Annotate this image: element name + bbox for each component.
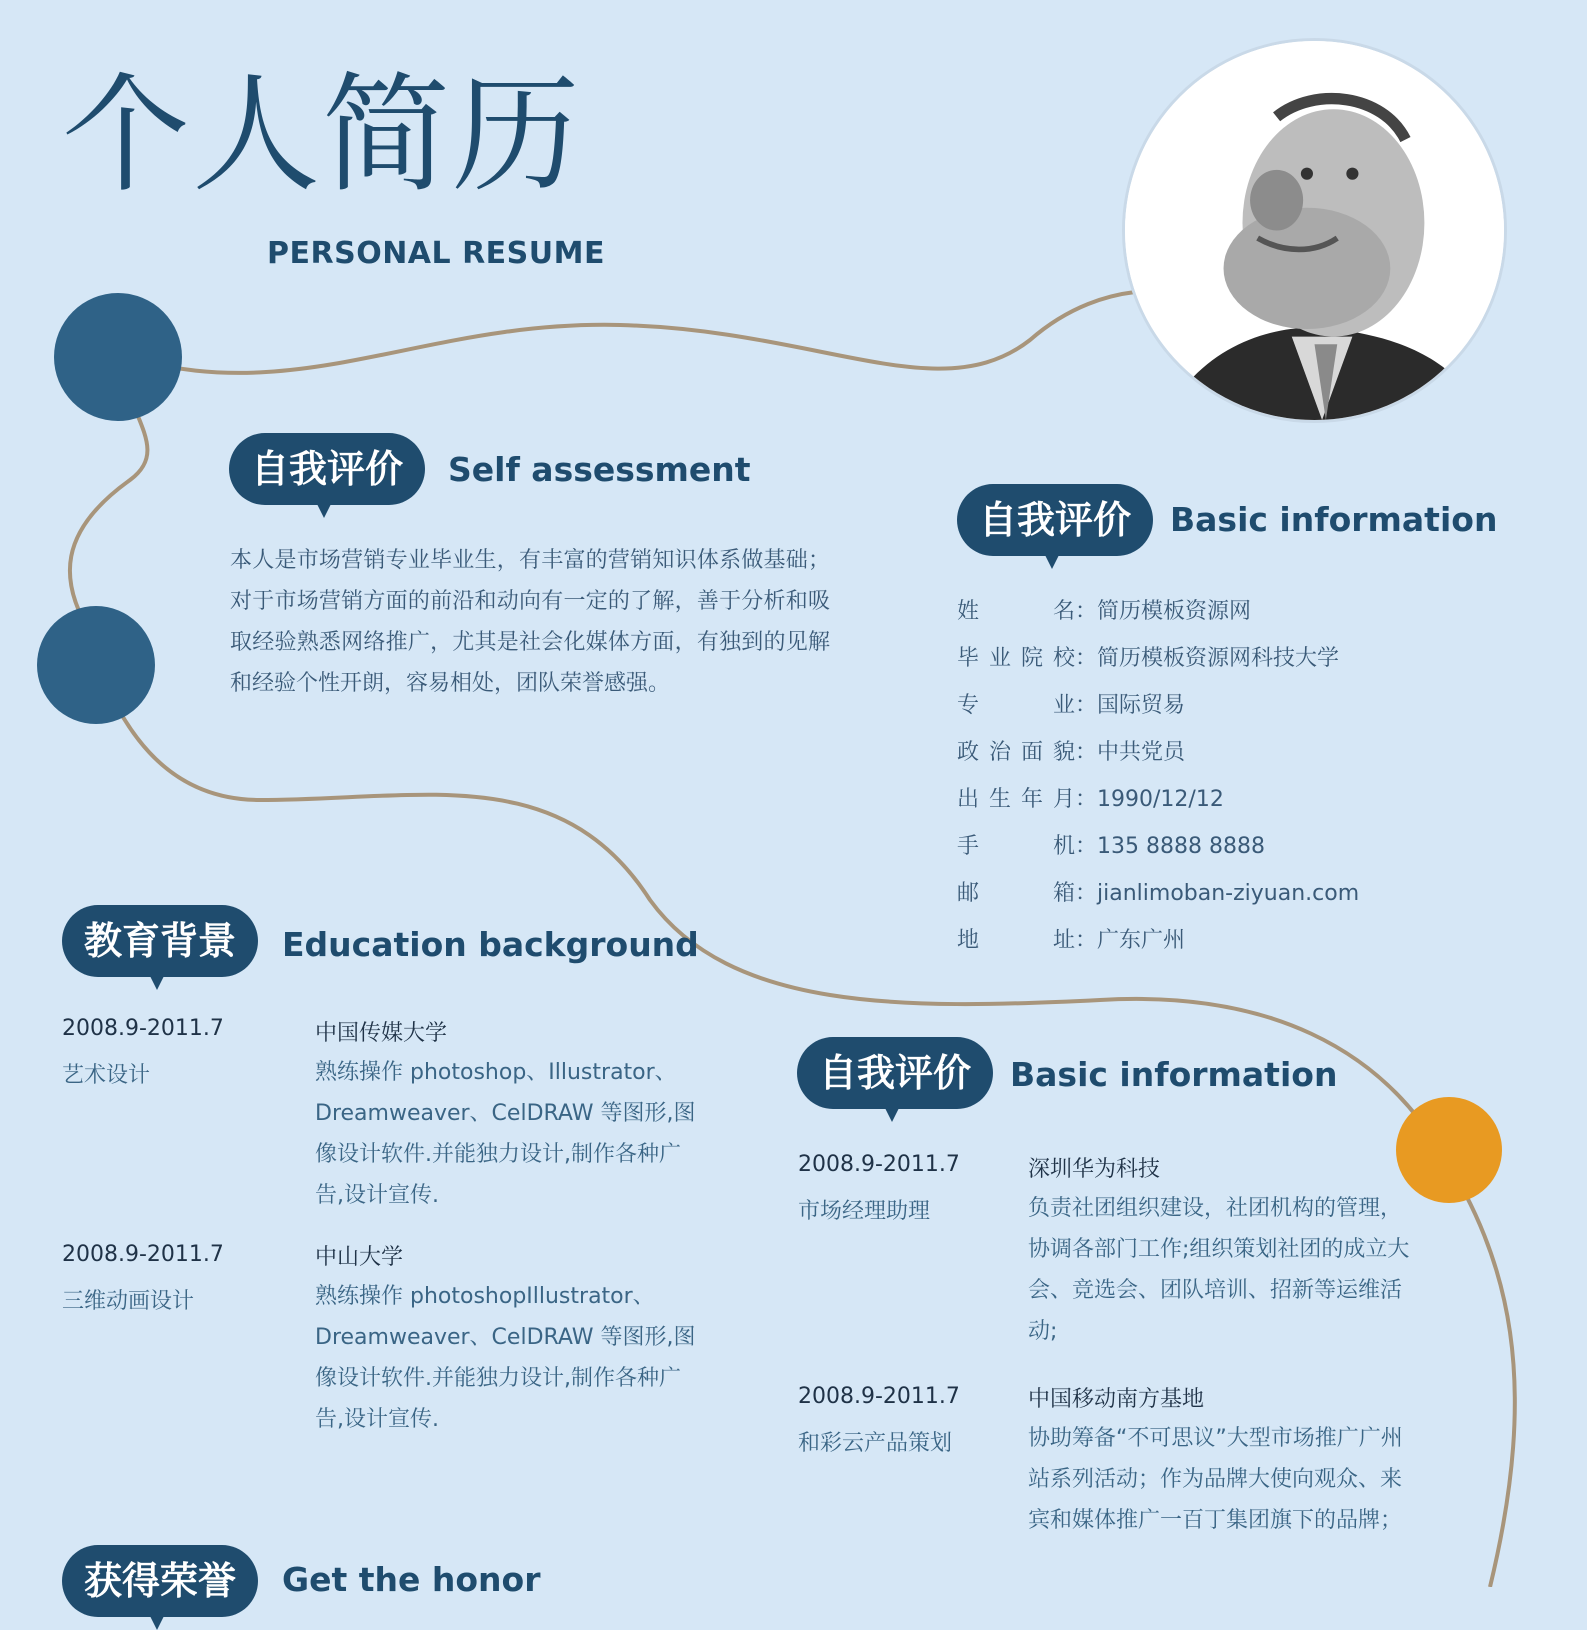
- info-value: 简历模板资源网: [1097, 599, 1252, 624]
- info-row-address: 地址：广东广州: [957, 923, 1185, 953]
- basic-info-title: Basic information: [1170, 500, 1498, 539]
- profile-photo: [1122, 38, 1507, 423]
- basic-info-badge: 自我评价: [957, 484, 1153, 556]
- self-assessment-title: Self assessment: [448, 450, 751, 489]
- work-desc: 协助筹备“不可思议”大型市场推广广州站系列活动；作为品牌大使向观众、来宾和媒体推广一百丁集团旗下的品牌；: [1028, 1426, 1403, 1533]
- info-label: 邮箱: [957, 881, 1075, 906]
- info-row-major: 专业：国际贸易: [957, 688, 1185, 718]
- education-major: 三维动画设计: [62, 1289, 195, 1314]
- info-row-name: 姓名：简历模板资源网: [957, 594, 1251, 624]
- work-title: Basic information: [1010, 1055, 1338, 1094]
- work-company: 中国移动南方基地: [1028, 1387, 1205, 1412]
- work-badge: 自我评价: [797, 1037, 993, 1109]
- info-label: 手机: [957, 834, 1075, 859]
- education-desc: 熟练操作 photoshop、Illustrator、Dreamweaver、CelDRAW 等图形,图像设计软件.并能独力设计,制作各种广告,设计宣传.: [315, 1060, 696, 1208]
- education-date: 2008.9-2011.7: [62, 1016, 224, 1041]
- work-role: 市场经理助理: [798, 1199, 931, 1224]
- education-title: Education background: [282, 925, 699, 964]
- education-major: 艺术设计: [62, 1063, 151, 1088]
- timeline-dot-2: [37, 606, 155, 724]
- self-assessment-text: 本人是市场营销专业毕业生，有丰富的营销知识体系做基础；对于市场营销方面的前沿和动向有一定的了解，善于分析和吸取经验熟悉网络推广，尤其是社会化媒体方面，有独到的见解和经验个性开朗，容易相处，团队荣誉感强。: [230, 548, 830, 696]
- self-assessment-badge: 自我评价: [229, 433, 425, 505]
- work-desc: 负责社团组织建设，社团机构的管理，协调各部门工作;组织策划社团的成立大会、竞选会、团队培训、招新等运维活动;: [1028, 1196, 1410, 1344]
- info-label: 毕业院校: [957, 646, 1075, 671]
- work-date: 2008.9-2011.7: [798, 1152, 960, 1177]
- work-company: 深圳华为科技: [1028, 1157, 1161, 1182]
- work-date: 2008.9-2011.7: [798, 1384, 960, 1409]
- caricature-portrait-icon: [1125, 41, 1504, 420]
- info-label: 政治面貌: [957, 740, 1075, 765]
- info-value: 1990/12/12: [1097, 787, 1224, 812]
- timeline-dot-1: [54, 293, 182, 421]
- page-subtitle: PERSONAL RESUME: [267, 236, 605, 271]
- info-row-email: 邮箱：jianlimoban-ziyuan.com: [957, 876, 1359, 906]
- education-badge: 教育背景: [62, 905, 258, 977]
- info-row-phone: 手机：135 8888 8888: [957, 829, 1265, 859]
- info-row-school: 毕业院校：简历模板资源网科技大学: [957, 641, 1339, 671]
- info-value: jianlimoban-ziyuan.com: [1097, 881, 1360, 906]
- work-role: 和彩云产品策划: [798, 1431, 953, 1456]
- info-value: 广东广州: [1097, 928, 1186, 953]
- info-label: 姓名: [957, 599, 1075, 624]
- info-value: 中共党员: [1097, 740, 1186, 765]
- info-row-birth: 出生年月：1990/12/12: [957, 782, 1224, 812]
- page-title: 个人简历: [62, 61, 583, 210]
- honor-badge: 获得荣誉: [62, 1545, 258, 1617]
- honor-title: Get the honor: [282, 1560, 541, 1599]
- info-label: 专业: [957, 693, 1075, 718]
- info-value: 135 8888 8888: [1097, 834, 1265, 859]
- info-row-political: 政治面貌：中共党员: [957, 735, 1185, 765]
- info-label: 地址: [957, 928, 1075, 953]
- info-value: 国际贸易: [1097, 693, 1186, 718]
- education-date: 2008.9-2011.7: [62, 1242, 224, 1267]
- info-label: 出生年月: [957, 787, 1075, 812]
- education-school: 中国传媒大学: [315, 1021, 448, 1046]
- info-value: 简历模板资源网科技大学: [1097, 646, 1340, 671]
- education-desc: 熟练操作 photoshopIllustrator、Dreamweaver、CelDRAW 等图形,图像设计软件.并能独力设计,制作各种广告,设计宣传.: [315, 1284, 696, 1432]
- education-school: 中山大学: [315, 1245, 404, 1270]
